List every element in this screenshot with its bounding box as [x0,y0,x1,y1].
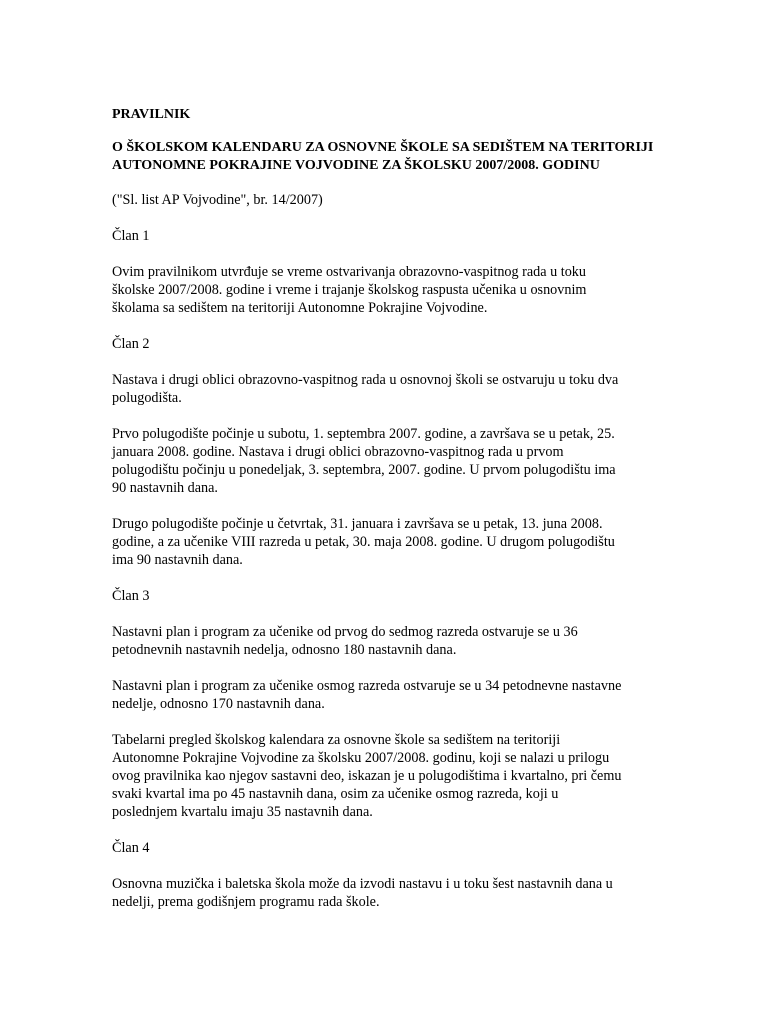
text-line: 90 nastavnih dana. [112,480,218,496]
text-line: Nastava i drugi oblici obrazovno-vaspitnog rada u osnovnoj školi se ostvaruju u toku dva [112,372,619,388]
document-source: ("Sl. list AP Vojvodine", br. 14/2007) [112,192,323,208]
text-line: Autonomne Pokrajine Vojvodine za školsku 2007/2008. godinu, koji se nalazi u prilogu [112,750,610,766]
text-line: polugodišta. [112,390,182,406]
article-4-paragraph [112,875,672,911]
article-2-paragraph-3 [112,515,672,569]
article-heading-4: Član 4 [112,840,150,856]
article-2-paragraph-2 [112,425,672,497]
subtitle-line: AUTONOMNE POKRAJINE VOJVODINE ZA ŠKOLSKU 2007/2008. GODINU [112,158,600,173]
text-line: Ovim pravilnikom utvrđuje se vreme ostvarivanja obrazovno-vaspitnog rada u toku [112,264,586,280]
text-line: Osnovna muzička i baletska škola može da izvodi nastavu i u toku šest nastavnih dana u [112,876,613,892]
text-line: Prvo polugodište počinje u subotu, 1. septembra 2007. godine, a završava se u petak, 25. [112,426,615,442]
article-3-paragraph-3 [112,731,672,821]
subtitle-line: O ŠKOLSKOM KALENDARU ZA OSNOVNE ŠKOLE SA SEDIŠTEM NA TERITORIJI [112,140,654,155]
article-heading-2: Član 2 [112,336,150,352]
article-3-paragraph-1 [112,623,672,659]
text-line: polugodištu počinju u ponedeljak, 3. septembra, 2007. godine. U prvom polugodištu ima [112,462,616,478]
text-line: ima 90 nastavnih dana. [112,552,243,568]
article-heading-1: Član 1 [112,228,150,244]
text-line: Nastavni plan i program za učenike od prvog do sedmog razreda ostvaruje se u 36 [112,624,578,640]
text-line: nedelje, odnosno 170 nastavnih dana. [112,696,325,712]
text-line: svaki kvartal ima po 45 nastavnih dana, osim za učenike osmog razreda, koji u [112,786,559,802]
article-1-paragraph [112,263,672,317]
text-line: petodnevnih nastavnih nedelja, odnosno 180 nastavnih dana. [112,642,457,658]
article-2-paragraph-1 [112,371,672,407]
text-line: januara 2008. godine. Nastava i drugi oblici obrazovno-vaspitnog rada u prvom [112,444,564,460]
document-page [112,106,672,911]
text-line: školama sa sedištem na teritoriji Autonomne Pokrajine Vojvodine. [112,300,488,316]
document-title: PRAVILNIK [112,107,191,122]
text-line: školske 2007/2008. godine i vreme i trajanje školskog raspusta učenika u osnovnim [112,282,587,298]
text-line: ovog pravilnika kao njegov sastavni deo, iskazan je u polugodištima i kvartalno, pri čemu [112,768,622,784]
text-line: Nastavni plan i program za učenike osmog razreda ostvaruje se u 34 petodnevne nastavne [112,678,622,694]
article-heading-3: Član 3 [112,588,150,604]
text-line: Tabelarni pregled školskog kalendara za osnovne škole sa sedištem na teritoriji [112,732,561,748]
document-subtitle [112,139,672,175]
text-line: nedelji, prema godišnjem programu rada škole. [112,894,380,910]
article-3-paragraph-2 [112,677,672,713]
text-line: godine, a za učenike VIII razreda u petak, 30. maja 2008. godine. U drugom polugodištu [112,534,615,550]
text-line: poslednjem kvartalu imaju 35 nastavnih dana. [112,804,373,820]
text-line: Drugo polugodište počinje u četvrtak, 31. januara i završava se u petak, 13. juna 2008. [112,516,603,532]
